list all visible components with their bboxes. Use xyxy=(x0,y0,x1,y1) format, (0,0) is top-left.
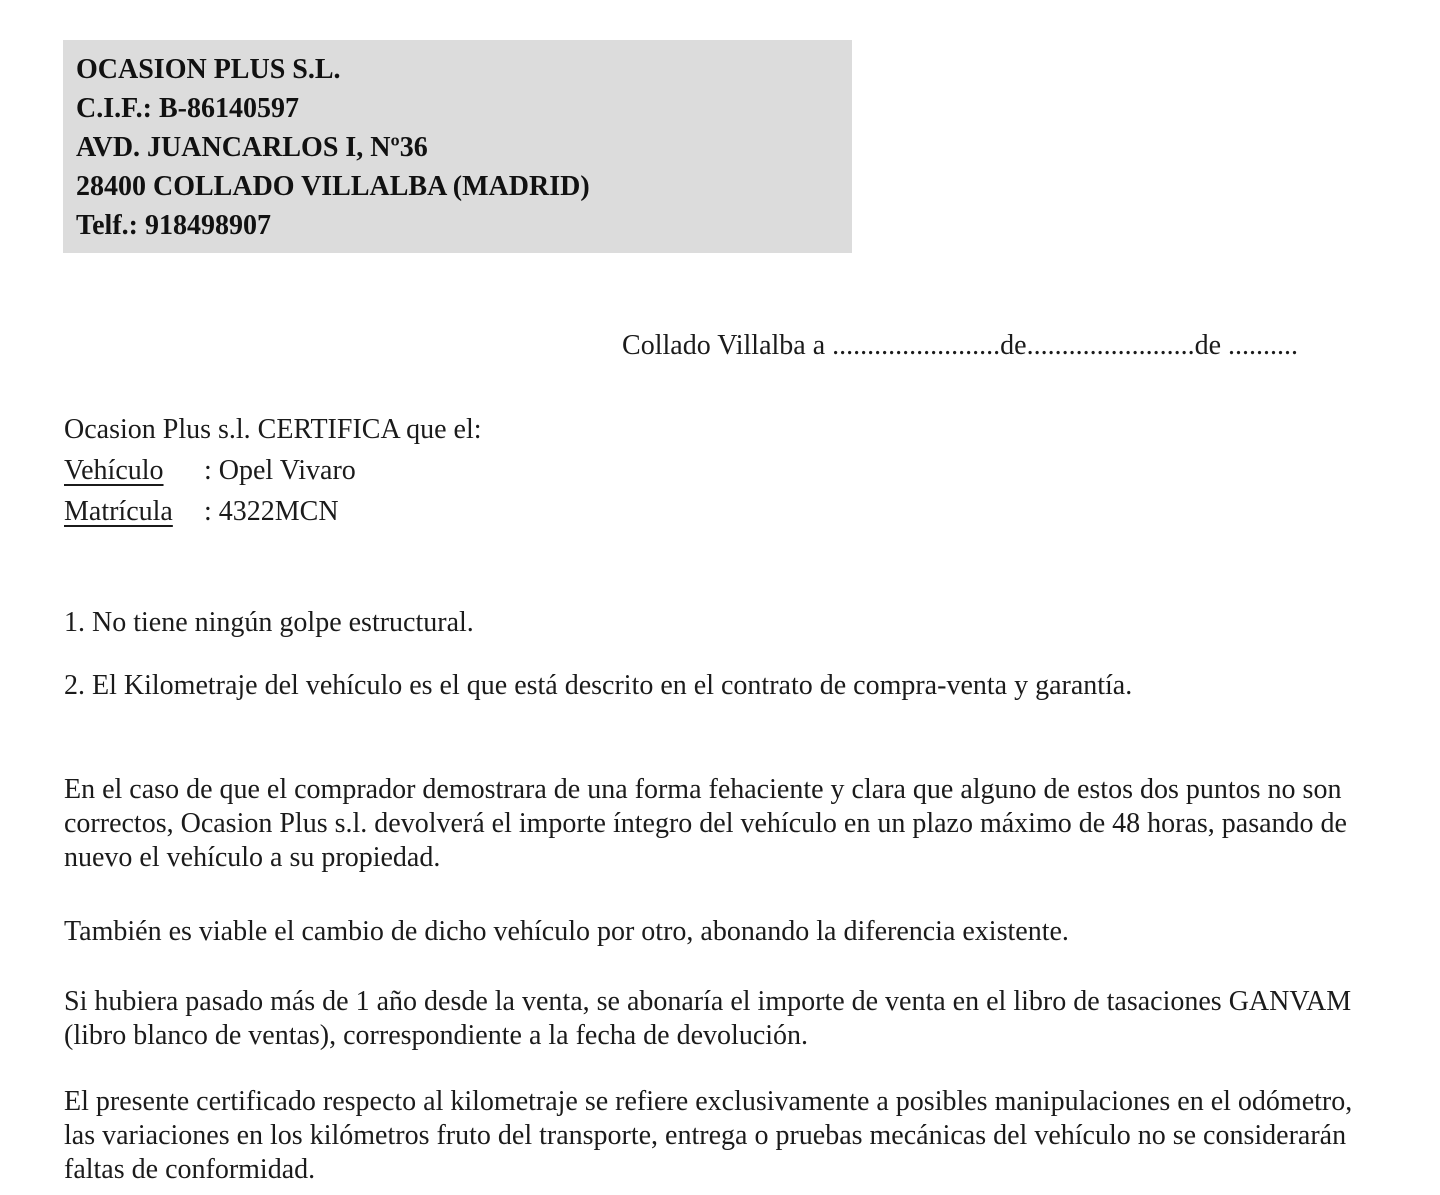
paragraph-odometer-disclaimer: El presente certificado respecto al kilometraje se refiere exclusivamente a posibles manipulaciones en el odómetro, las variaciones en los kilómetros fruto del transporte, entrega o pruebas mecánicas del vehículo no se considerarán faltas de conformidad. xyxy=(64,1086,1353,1185)
company-name: OCASION PLUS S.L. xyxy=(76,54,341,85)
paragraph-ganvam-valuation: Si hubiera pasado más de 1 año desde la venta, se abonaría el importe de venta en el libro de tasaciones GANVAM (libro blanco de ventas), correspondiente a la fecha de devolución. xyxy=(64,986,1352,1051)
company-city: 28400 COLLADO VILLALBA (MADRID) xyxy=(76,171,590,202)
plate-row xyxy=(64,491,1370,532)
company-cif: C.I.F.: B-86140597 xyxy=(76,93,299,124)
company-phone: Telf.: 918498907 xyxy=(76,210,271,241)
date-place-line: Collado Villalba a ........................de........................de .......... xyxy=(622,330,1298,361)
company-address: AVD. JUANCARLOS I, Nº36 xyxy=(76,132,428,163)
plate-label: Matrícula xyxy=(64,496,173,527)
company-header-box xyxy=(63,40,852,253)
plate-value: : 4322MCN xyxy=(204,496,339,527)
paragraph-refund-policy: En el caso de que el comprador demostrara de una forma fehaciente y clara que alguno de estos dos puntos no son correctos, Ocasion Plus s.l. devolverá el importe íntegro del vehículo en un plazo máximo de 48 horas, pasando de nuevo el vehículo a su propiedad. xyxy=(64,774,1347,873)
certify-intro: Ocasion Plus s.l. CERTIFICA que el: xyxy=(64,414,482,445)
numbered-item-2: 2. El Kilometraje del vehículo es el que está descrito en el contrato de compra-venta y garantía. xyxy=(64,670,1133,701)
vehicle-value: : Opel Vivaro xyxy=(204,455,356,486)
paragraph-exchange-option: También es viable el cambio de dicho vehículo por otro, abonando la diferencia existente. xyxy=(64,916,1069,947)
certification-block xyxy=(64,409,1370,532)
numbered-item-1: 1. No tiene ningún golpe estructural. xyxy=(64,607,474,638)
vehicle-row xyxy=(64,450,1370,491)
vehicle-label: Vehículo xyxy=(64,455,164,486)
